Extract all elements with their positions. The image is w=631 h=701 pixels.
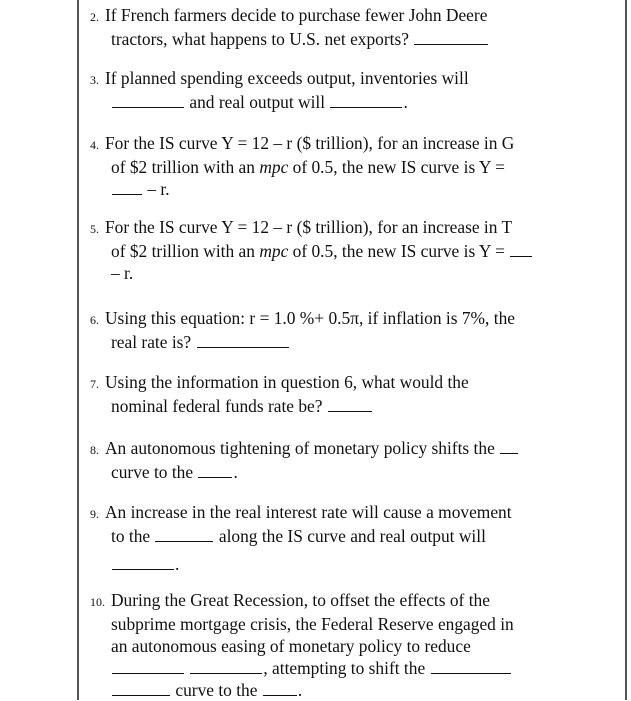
question-text: nominal federal funds rate be?	[111, 396, 323, 416]
punctuation: .	[175, 554, 180, 574]
question-text: real rate is?	[111, 332, 192, 352]
question-text: During the Great Recession, to offset the effects of the	[111, 590, 490, 610]
question-number: 9.	[90, 507, 99, 521]
question-text: An autonomous tightening of monetary policy shifts the	[105, 438, 495, 458]
answer-blank	[263, 681, 297, 696]
answer-blank	[330, 93, 402, 108]
answer-blank	[112, 659, 184, 674]
question-number: 7.	[90, 377, 99, 391]
question-text: – r.	[111, 263, 134, 283]
page-left-border	[77, 0, 79, 700]
question-text: – r.	[147, 179, 170, 199]
punctuation: .	[233, 462, 238, 482]
page-right-border	[625, 0, 627, 700]
question-text: tractors, what happens to U.S. net exports?	[111, 29, 409, 49]
question-text: An increase in the real interest rate will cause a movement	[105, 502, 512, 522]
question-text: subprime mortgage crisis, the Federal Reserve engaged in	[111, 614, 514, 634]
question-7	[90, 371, 568, 417]
question-9	[90, 501, 568, 575]
question-number: 3.	[90, 73, 99, 87]
answer-blank	[500, 439, 518, 454]
mpc-term: mpc	[259, 241, 289, 261]
question-number: 6.	[90, 313, 99, 327]
question-text: Using the information in question 6, what would the	[105, 372, 469, 392]
question-number: 10.	[90, 595, 105, 609]
question-4	[90, 132, 568, 200]
answer-blank	[431, 659, 511, 674]
question-text: to the	[111, 526, 151, 546]
punctuation: .	[297, 680, 303, 700]
answer-blank	[328, 397, 372, 412]
question-text: of $2 trillion with an	[111, 241, 255, 261]
answer-blank	[112, 681, 170, 696]
answer-blank	[510, 242, 532, 257]
question-text: along the IS curve and real output will	[218, 526, 486, 546]
answer-blank	[198, 463, 232, 478]
question-5	[90, 216, 568, 284]
question-text: If French farmers decide to purchase fewer John Deere	[105, 5, 488, 25]
question-number: 2.	[90, 10, 99, 24]
question-text: of 0.5, the new IS curve is Y =	[292, 241, 505, 261]
question-10	[90, 589, 568, 701]
question-text: and real output will	[189, 92, 326, 112]
answer-blank	[112, 180, 142, 195]
answer-blank	[155, 527, 213, 542]
question-number: 4.	[90, 138, 99, 152]
answer-blank	[112, 555, 174, 570]
question-3	[90, 67, 568, 113]
question-text: of $2 trillion with an	[111, 157, 255, 177]
question-number: 5.	[90, 222, 99, 236]
mpc-term: mpc	[259, 157, 289, 177]
question-2	[90, 4, 568, 50]
question-text: an autonomous easing of monetary policy to reduce	[111, 636, 471, 656]
question-text: Using this equation: r = 1.0 %+ 0.5π, if inflation is 7%, the	[105, 308, 515, 328]
question-6	[90, 307, 568, 353]
question-text: For the IS curve Y = 12 – r ($ trillion), for an increase in G	[105, 133, 515, 153]
question-number: 8.	[90, 443, 99, 457]
answer-blank	[197, 333, 289, 348]
question-text: If planned spending exceeds output, inventories will	[105, 68, 469, 88]
answer-blank	[112, 93, 184, 108]
question-8	[90, 437, 568, 483]
answer-blank	[414, 30, 488, 45]
question-text: curve to the	[111, 462, 194, 482]
punctuation: .	[403, 92, 408, 112]
question-text: of 0.5, the new IS curve is Y =	[292, 157, 505, 177]
question-text: , attempting to shift the	[263, 658, 426, 678]
question-text: curve to the	[175, 680, 258, 700]
question-text: For the IS curve Y = 12 – r ($ trillion), for an increase in T	[105, 217, 513, 237]
answer-blank	[190, 659, 262, 674]
